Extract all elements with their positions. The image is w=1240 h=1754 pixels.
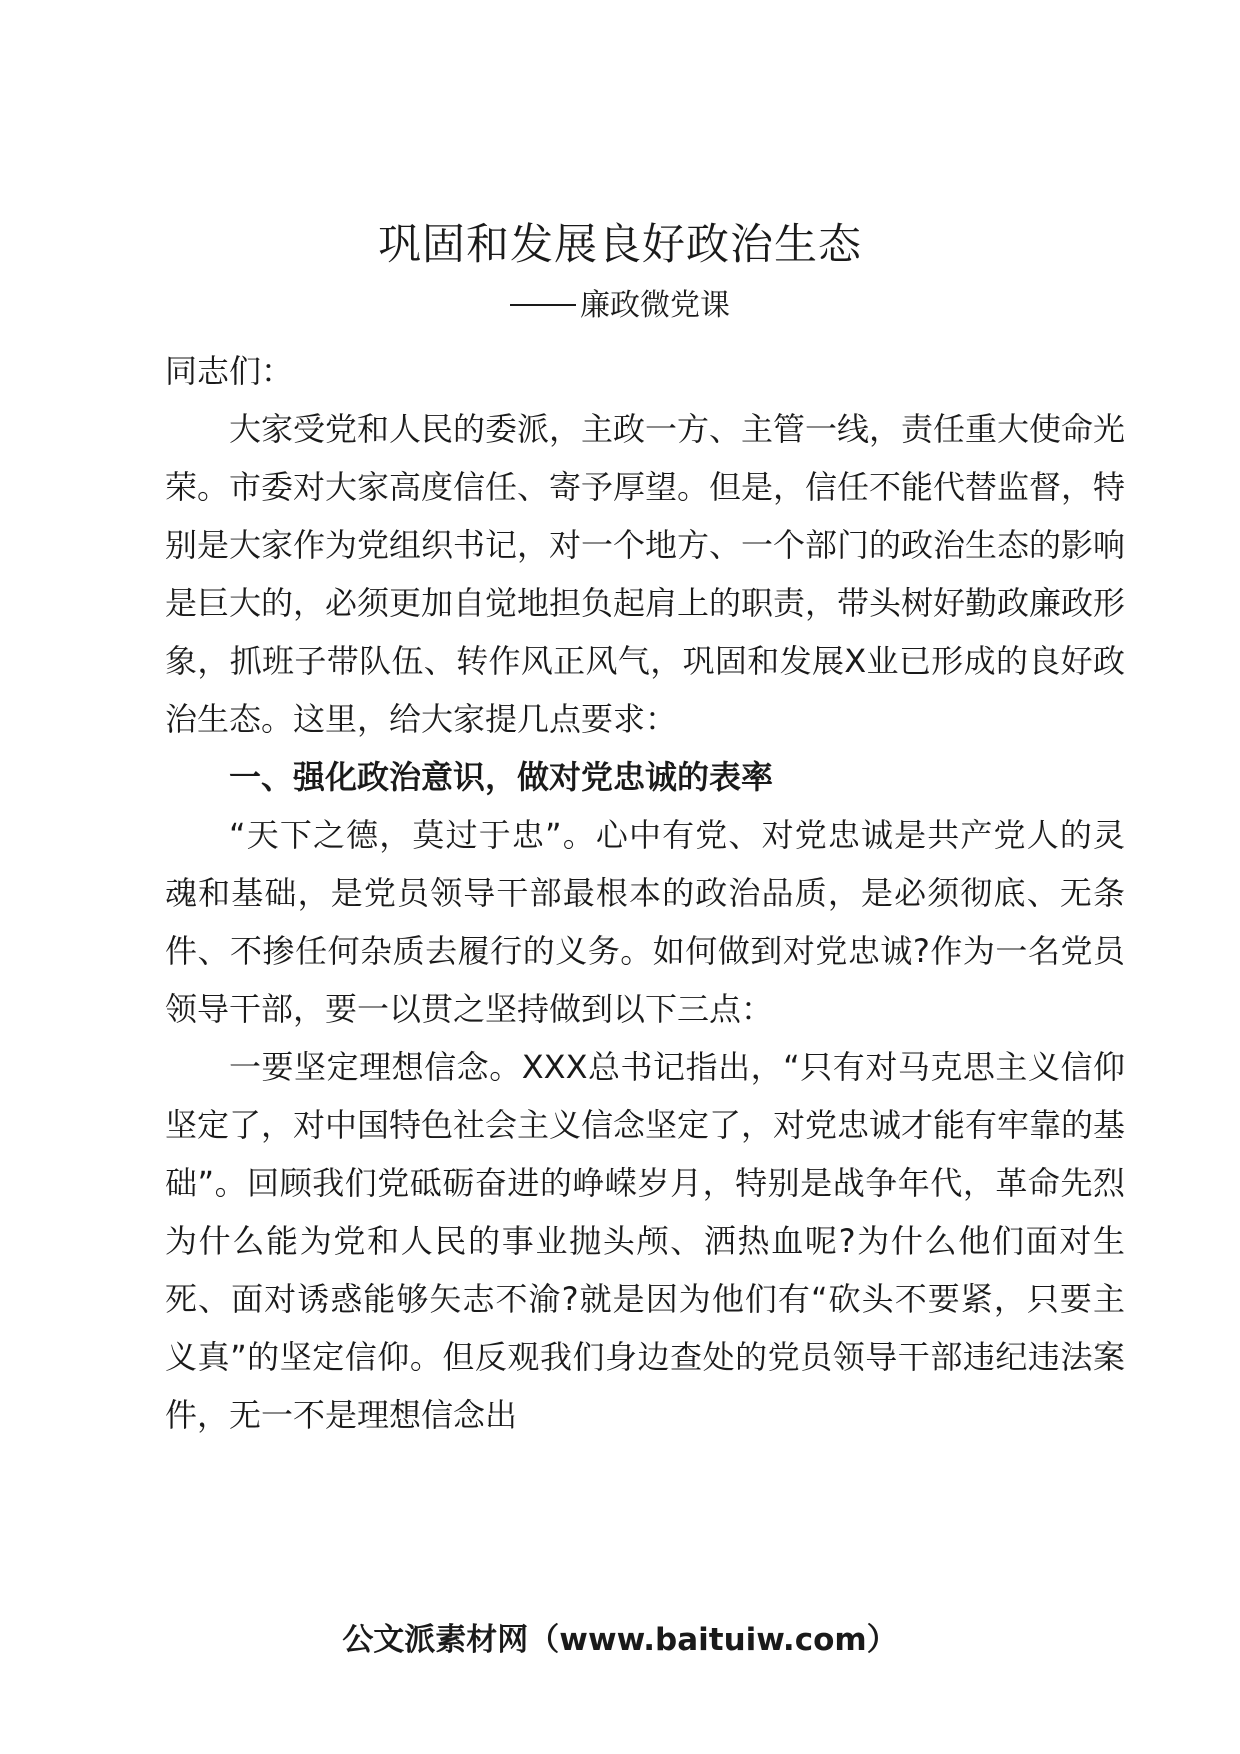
paragraph: “天下之德，莫过于忠”。心中有党、对党忠诚是共产党人的灵魂和基础，是党员领导干部最根本的政治品质，是必须彻底、无条件、不掺任何杂质去履行的义务。如何做到对党忠诚?作为一名党员领导干部，要一以贯之坚持做到以下三点：: [165, 816, 1125, 1028]
subtitle-dash: [510, 304, 576, 306]
document-title: 巩固和发展良好政治生态: [378, 220, 862, 270]
section-heading: 一、强化政治意识，做对党忠诚的表率: [229, 758, 774, 796]
paragraph: 大家受党和人民的委派，主政一方、主管一线，责任重大使命光荣。市委对大家高度信任、寄予厚望。但是，信任不能代替监督，特别是大家作为党组织书记，对一个地方、一个部门的政治生态的影响是巨大的，必须更加自觉地担负起肩上的职责，带头树好勤政廉政形象，抓班子带队伍、转作风正风气，巩固和发展X业已形成的良好政治生态。这里，给大家提几点要求：: [165, 410, 1126, 738]
salutation: 同志们：: [165, 352, 294, 390]
paragraph: 一要坚定理想信念。XXX总书记指出，“只有对马克思主义信仰坚定了，对中国特色社会主义信念坚定了，对党忠诚才能有牢靠的基础”。回顾我们党砥砺奋进的峥嵘岁月，特别是战争年代，革命先烈为什么能为党和人民的事业抛头颅、洒热血呢?为什么他们面对生死、面对诱惑能够矢志不渝?就是因为他们有“砍头不要紧，只要主义真”的坚定信仰。但反观我们身边查处的党员领导干部违纪违法案件，无一不是理想信念出: [165, 1048, 1126, 1434]
document-body: [165, 342, 1125, 1444]
footer-watermark: 公文派素材网（www.baituiw.com）: [342, 1622, 898, 1658]
document-subtitle: [0, 284, 1240, 328]
subtitle-text: 廉政微党课: [580, 288, 730, 323]
